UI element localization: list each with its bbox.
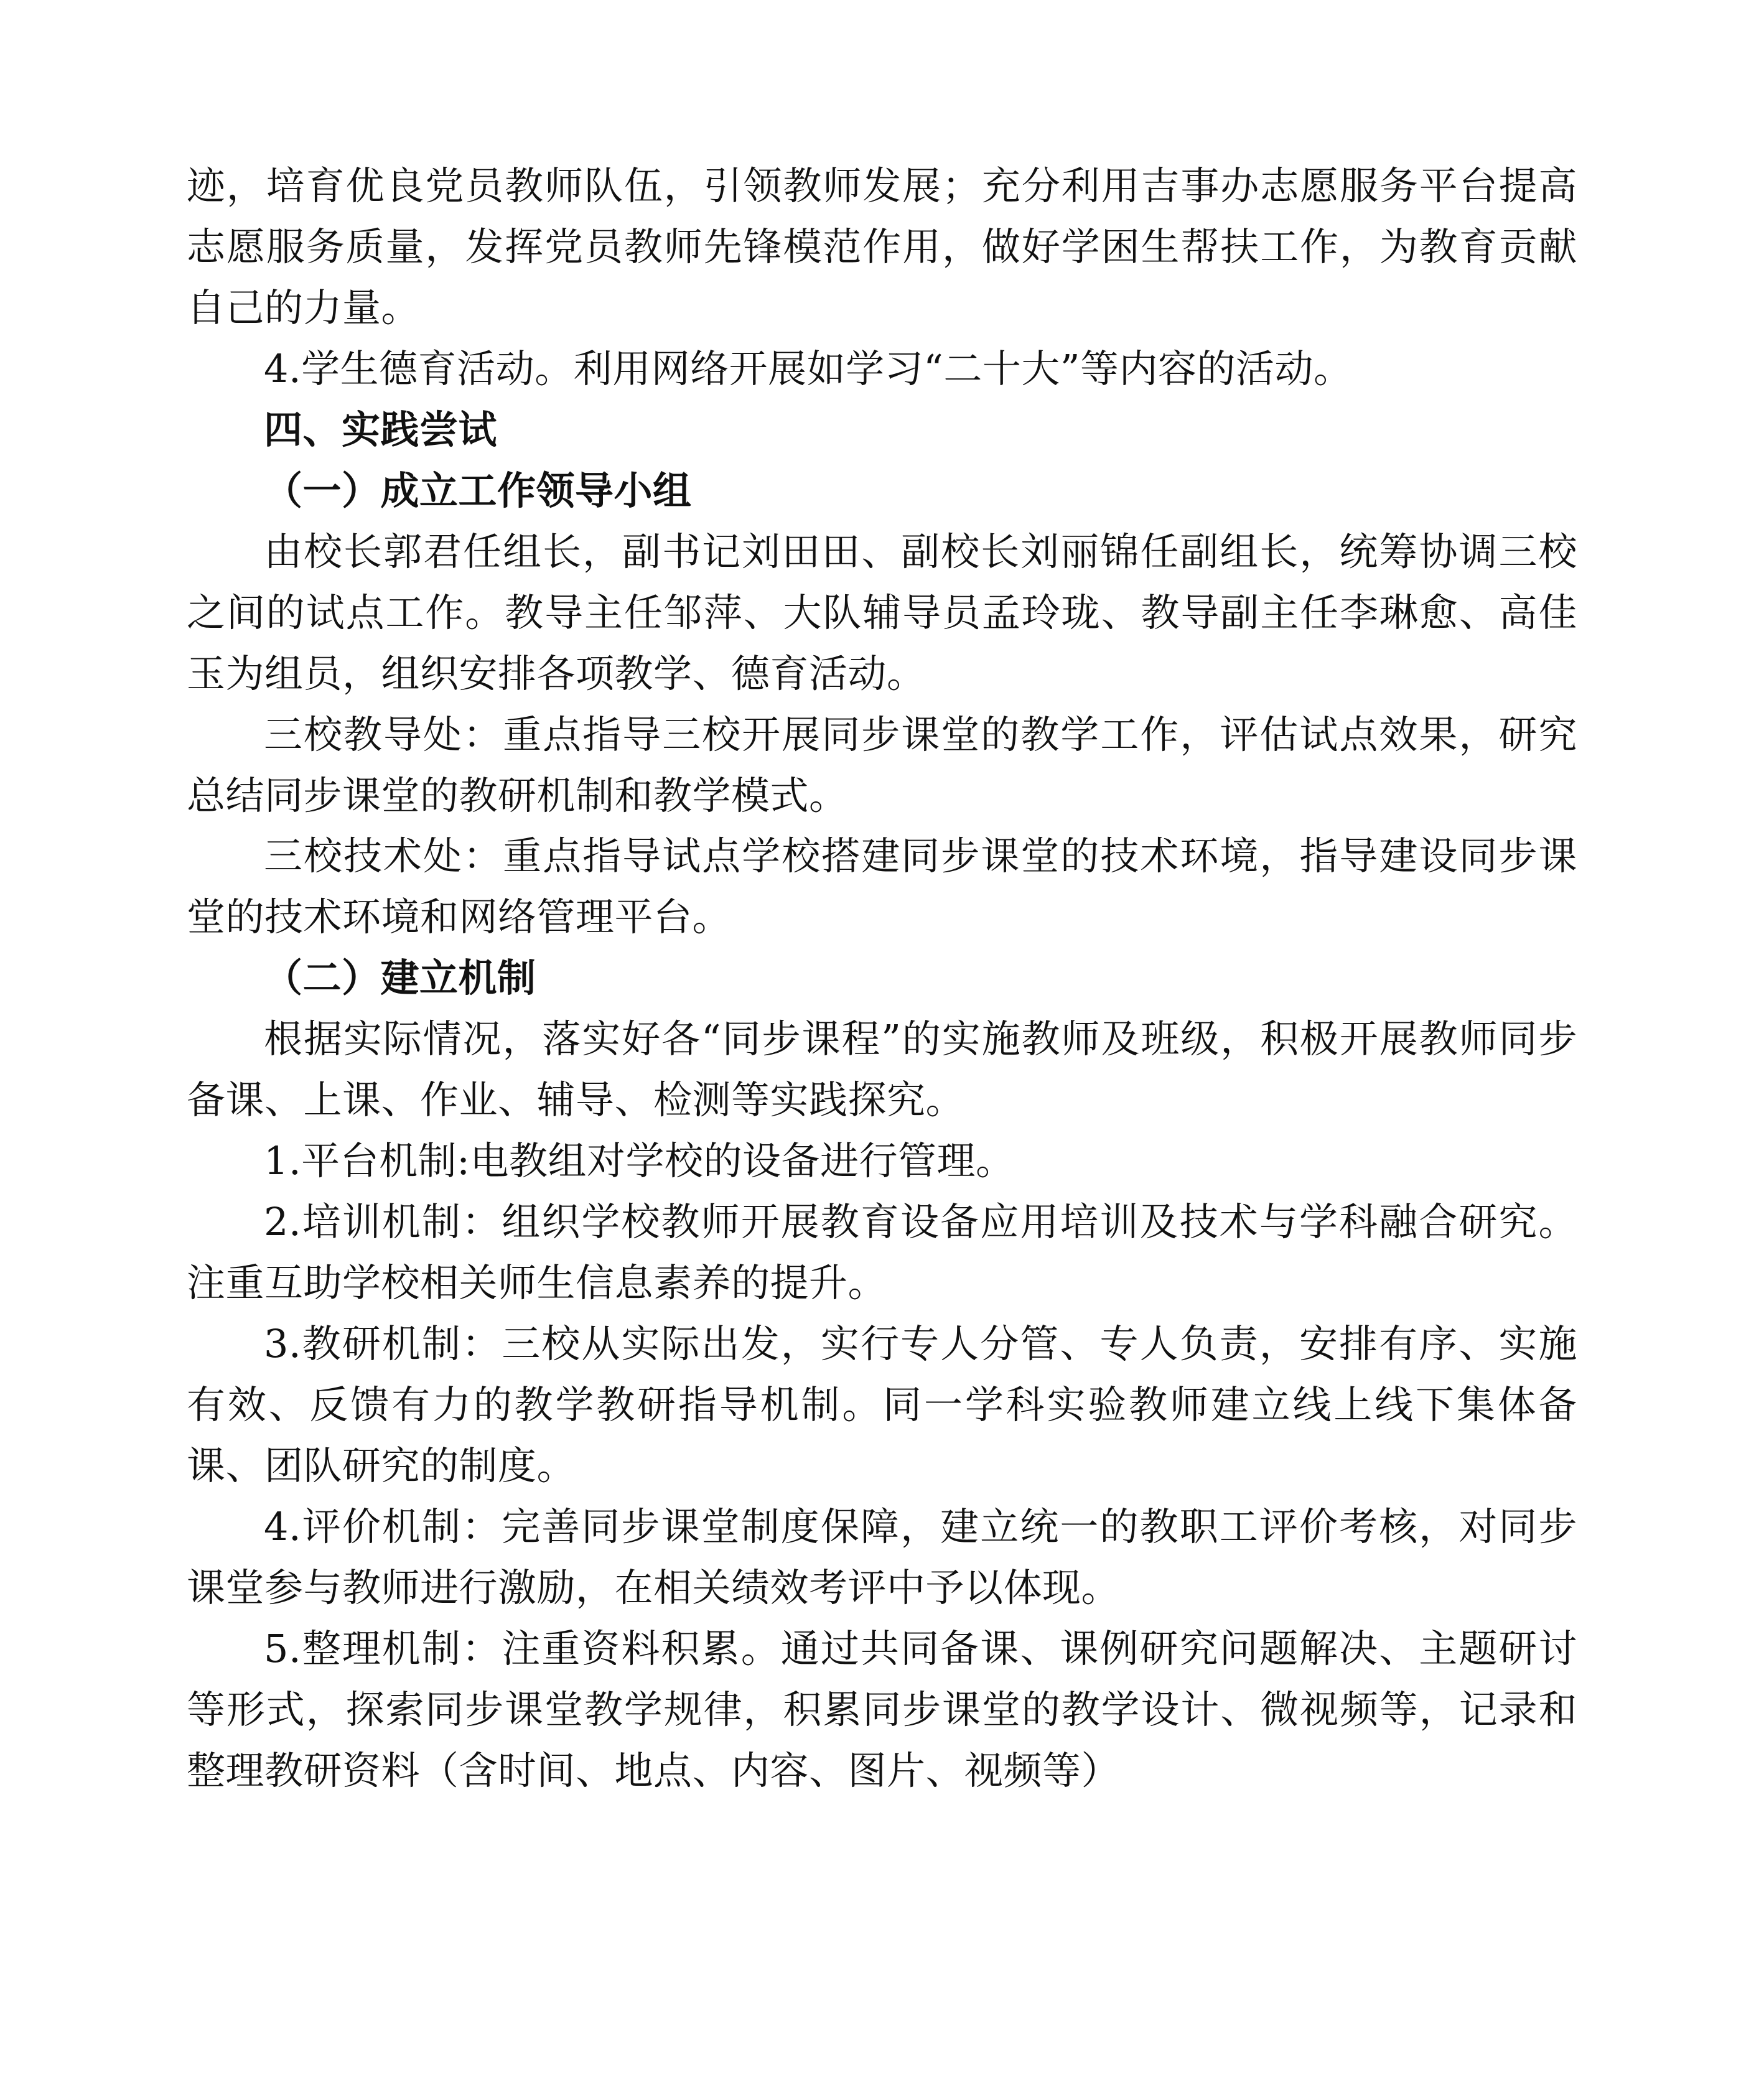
heading-subsection-one: （一）成立工作领导小组 [264,467,692,513]
paragraph-item2-training: 2.培训机制：组织学校教师开展教育设备应用培训及技术与学科融合研究。注重互助学校相关师生信息素养的提升。 [187,1199,1577,1306]
paragraph-item5-organizing: 5.整理机制：注重资料积累。通过共同备课、课例研究问题解决、主题研讨等形式，探索同步课堂教学规律，积累同步课堂的教学设计、微视频等，记录和整理教研资料（含时间、地点、内容、图片、视频等） [187,1625,1577,1793]
paragraph-tech-office: 三校技术处：重点指导试点学校搭建同步课堂的技术环境，指导建设同步课堂的技术环境和网络管理平台。 [187,833,1577,940]
heading-subsection-two: （二）建立机制 [264,955,536,1001]
paragraph-item1-platform: 1.平台机制:电教组对学校的设备进行管理。 [264,1138,1015,1184]
paragraph-item4-moral-education: 4.学生德育活动。利用网络开展如学习“二十大”等内容的活动。 [264,345,1353,391]
document-body [187,156,1577,1801]
paragraph-item4-evaluation: 4.评价机制：完善同步课堂制度保障，建立统一的教职工评价考核，对同步课堂参与教师进行激励，在相关绩效考评中予以体现。 [187,1503,1577,1610]
paragraph-mechanism-intro: 根据实际情况，落实好各“同步课程”的实施教师及班级，积极开展教师同步备课、上课、作业、辅导、检测等实践探究。 [187,1016,1577,1123]
heading-section-four: 四、实践尝试 [264,406,498,452]
paragraph-item3-research: 3.教研机制：三校从实际出发，实行专人分管、专人负责，安排有序、实施有效、反馈有力的教学教研指导机制。同一学科实验教师建立线上线下集体备课、团队研究的制度。 [187,1321,1577,1489]
paragraph-teaching-office: 三校教导处：重点指导三校开展同步课堂的教学工作，评估试点效果，研究总结同步课堂的教研机制和教学模式。 [187,711,1577,818]
paragraph-leadership-group: 由校长郭君任组长，副书记刘田田、副校长刘丽锦任副组长，统筹协调三校之间的试点工作。教导主任邹萍、大队辅导员孟玲珑、教导副主任李琳愈、高佳玉为组员，组织安排各项教学、德育活动。 [187,528,1577,696]
paragraph-continued: 迹，培育优良党员教师队伍，引领教师发展；充分利用吉事办志愿服务平台提高志愿服务质量，发挥党员教师先锋模范作用，做好学困生帮扶工作，为教育贡献自己的力量。 [187,163,1577,330]
